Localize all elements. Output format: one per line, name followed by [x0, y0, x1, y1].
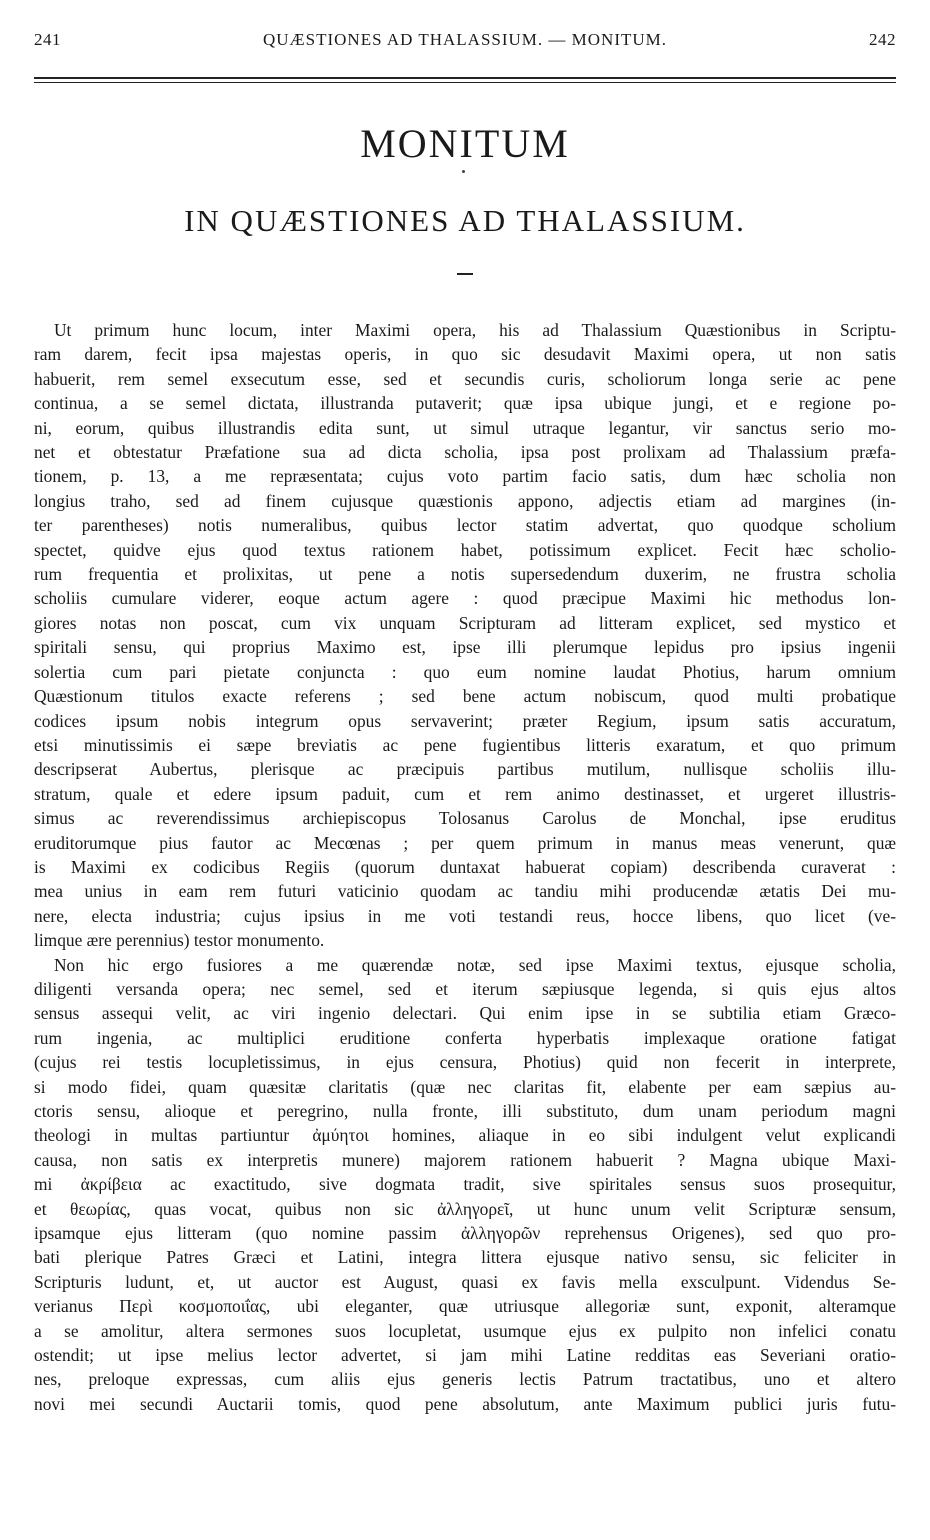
text-line: etsi minutissimis ei sæpe breviatis ac pene fugientibus litteris exaratum, et quo primum — [34, 734, 896, 755]
text-line: ram darem, fecit ipsa majestas operis, in quo sic desudavit Maximi opera, ut non satis — [34, 344, 896, 365]
text-line: theologi in multas partiuntur ἀμύητοι homines, aliaque in eo sibi indulgent velut explicandi — [34, 1125, 896, 1146]
text-line: spiritali sensu, qui proprius Maximo est, ipse illi plerumque lepidus pro ipsius ingenii — [34, 637, 896, 658]
text-line: (cujus rei testis locupletissimus, in ejus censura, Photius) quid non fecerit in interprete, — [34, 1052, 896, 1073]
text-line: habuerit, rem semel exsecutum esse, sed et secundis curis, scholiorum longa serie ac pene — [34, 368, 896, 389]
header-rule — [34, 77, 896, 79]
text-line: giores notas non poscat, cum vix unquam Scripturam ad litteram explicet, sed mystico et — [34, 612, 896, 633]
paragraph-1 — [34, 318, 896, 953]
text-line: simus ac reverendissimus archiepiscopus Tolosanus Carolus de Monchal, ipse eruditus — [34, 808, 896, 829]
page-title: MONITUM — [360, 121, 570, 166]
text-line: diligenti versanda opera; nec semel, sed et iterum sæpiusque legenda, si quis ejus altos — [34, 978, 896, 999]
paragraph-2 — [34, 953, 896, 1417]
text-line: rum ingenia, ac multiplici eruditione conferta hyperbatis implexaque oratione fatigat — [34, 1027, 896, 1048]
text-line: net et obtestatur Præfatione sua ad dicta scholia, ipsa post prolixam ad Thalassium præfa- — [34, 442, 896, 463]
text-line: ctoris sensu, alioque et peregrino, nulla fronte, illi substituto, dum unam periodum magni — [34, 1101, 896, 1121]
text-line: causa, non satis ex interpretis munere) majorem rationem habuerit ? Magna ubique Maxi- — [34, 1149, 896, 1170]
text-line: codices ipsum nobis integrum opus servaverint; præter Regium, ipsum satis accuratum, — [34, 710, 896, 731]
text-line: a se amolitur, altera sermones suos locupletat, usumque ejus ex pulpito non infelici conatu — [34, 1320, 896, 1341]
text-line: Non hic ergo fusiores a me quærendæ notæ, sed ipse Maximi textus, ejusque scholia, — [54, 954, 896, 975]
text-line: ter parentheses) notis numeralibus, quibus lector statim advertat, quo quodque scholium — [34, 515, 896, 536]
ornament-dot — [462, 170, 465, 173]
text-line: eruditorumque pius fautor ac Mecœnas ; per quem primum in manus meas venerunt, quæ — [34, 832, 896, 853]
header-rule-thin — [34, 82, 896, 83]
text-line: verianus Περὶ κοσμοποιΐας, ubi eleganter, quæ utriusque allegoriæ sunt, exponit, alteramque — [34, 1296, 896, 1317]
text-line: Scripturis ludunt, et, ut auctor est August, quasi ex favis mella exsculpunt. Videndus Se- — [34, 1271, 896, 1292]
text-line: scholiis cumulare viderer, eoque actum agere : quod præcipue Maximi hic methodus lon- — [34, 588, 896, 609]
page-number-right: 242 — [869, 30, 896, 49]
text-line: stratum, quale et edere ipsum paduit, cum et rem animo destinasset, et urgeret illustris- — [34, 783, 896, 804]
section-divider — [457, 273, 473, 275]
text-line: continua, a se semel dictata, illustranda putaverit; quæ ipsa ubique jungi, et e regione po- — [34, 393, 896, 414]
running-head — [34, 30, 896, 56]
text-line: solertia cum pari pietate conjuncta : quo eum nomine laudat Photius, harum omnium — [34, 661, 896, 682]
text-line: mi ἀκρίβεια ac exactitudo, sive dogmata tradit, sive spiritales sensus suos prosequitur, — [34, 1174, 896, 1195]
text-line: mea unius in eam rem futuri vaticinio quodam ac tandiu mihi producendæ ætatis Dei mu- — [34, 881, 896, 902]
text-line: novi mei secundi Auctarii tomis, quod pene absolutum, ante Maximum publici juris futu- — [34, 1393, 896, 1414]
text-line: et θεωρίας, quas vocat, quibus non sic ἀλληγορεῖ, ut hunc unum velit Scripturæ sensum, — [34, 1198, 896, 1219]
text-line: ipsamque ejus litteram (quo nomine passim ἀλληγορῶν reprehensus Origenes), sed quo pro- — [34, 1223, 896, 1244]
text-line: longius traho, sed ad finem cujusque quæstionis appono, adjectis etiam ad margines (in- — [34, 490, 896, 511]
page-number-left: 241 — [34, 30, 61, 49]
text-line: Quæstionum titulos exacte referens ; sed bene actum nobiscum, quod multi probatique — [34, 686, 896, 707]
body-text — [34, 318, 896, 1416]
text-line: is Maximi ex codicibus Regiis (quorum duntaxat habuerat copiam) describenda curaverat : — [34, 856, 896, 877]
text-line: descripserat Aubertus, plerisque ac præcipuis partibus mutilum, nullisque scholiis illu- — [34, 759, 896, 780]
text-line: spectet, quidve ejus quod textus rationem habet, potissimum explicet. Fecit hæc scholio- — [34, 539, 896, 560]
running-title: QUÆSTIONES AD THALASSIUM. — MONITUM. — [262, 30, 668, 49]
text-line: limque ære perennius) testor monumento. — [34, 930, 325, 951]
page-subtitle: IN QUÆSTIONES AD THALASSIUM. — [184, 203, 746, 238]
text-line: Ut primum hunc locum, inter Maximi opera, his ad Thalassium Quæstionibus in Scriptu- — [54, 320, 896, 340]
text-line: rum frequentia et prolixitas, ut pene a notis supersedendum duxerim, ne frustra scholia — [34, 564, 896, 585]
text-line: nere, electa industria; cujus ipsius in me voti testandi reus, hocce libens, quo licet (ve- — [34, 905, 896, 926]
text-line: ostendit; ut ipse melius lector advertet, si jam mihi Latine redditas eas Severiani oratio- — [34, 1345, 896, 1366]
text-line: nes, preloque expressas, cum aliis ejus generis lectis Patrum tractatibus, uno et altero — [34, 1369, 896, 1390]
text-line: bati plerique Patres Græci et Latini, integra littera ejusque nativo sensu, sic feliciter in — [34, 1247, 896, 1268]
text-line: si modo fidei, quam quæsitæ claritatis (quæ nec claritas fit, elabente per eam sæpius au- — [34, 1076, 896, 1097]
text-line: ni, eorum, quibus illustrandis edita sunt, ut simul utraque legantur, vir sanctus serio mo- — [34, 417, 896, 438]
text-line: tionem, p. 13, a me repræsentata; cujus voto partim facio satis, dum hæc scholia non — [34, 466, 896, 487]
text-line: sensus assequi velit, ac viri ingenio delectari. Qui enim ipse in se subtilia etiam Græco- — [34, 1003, 896, 1024]
